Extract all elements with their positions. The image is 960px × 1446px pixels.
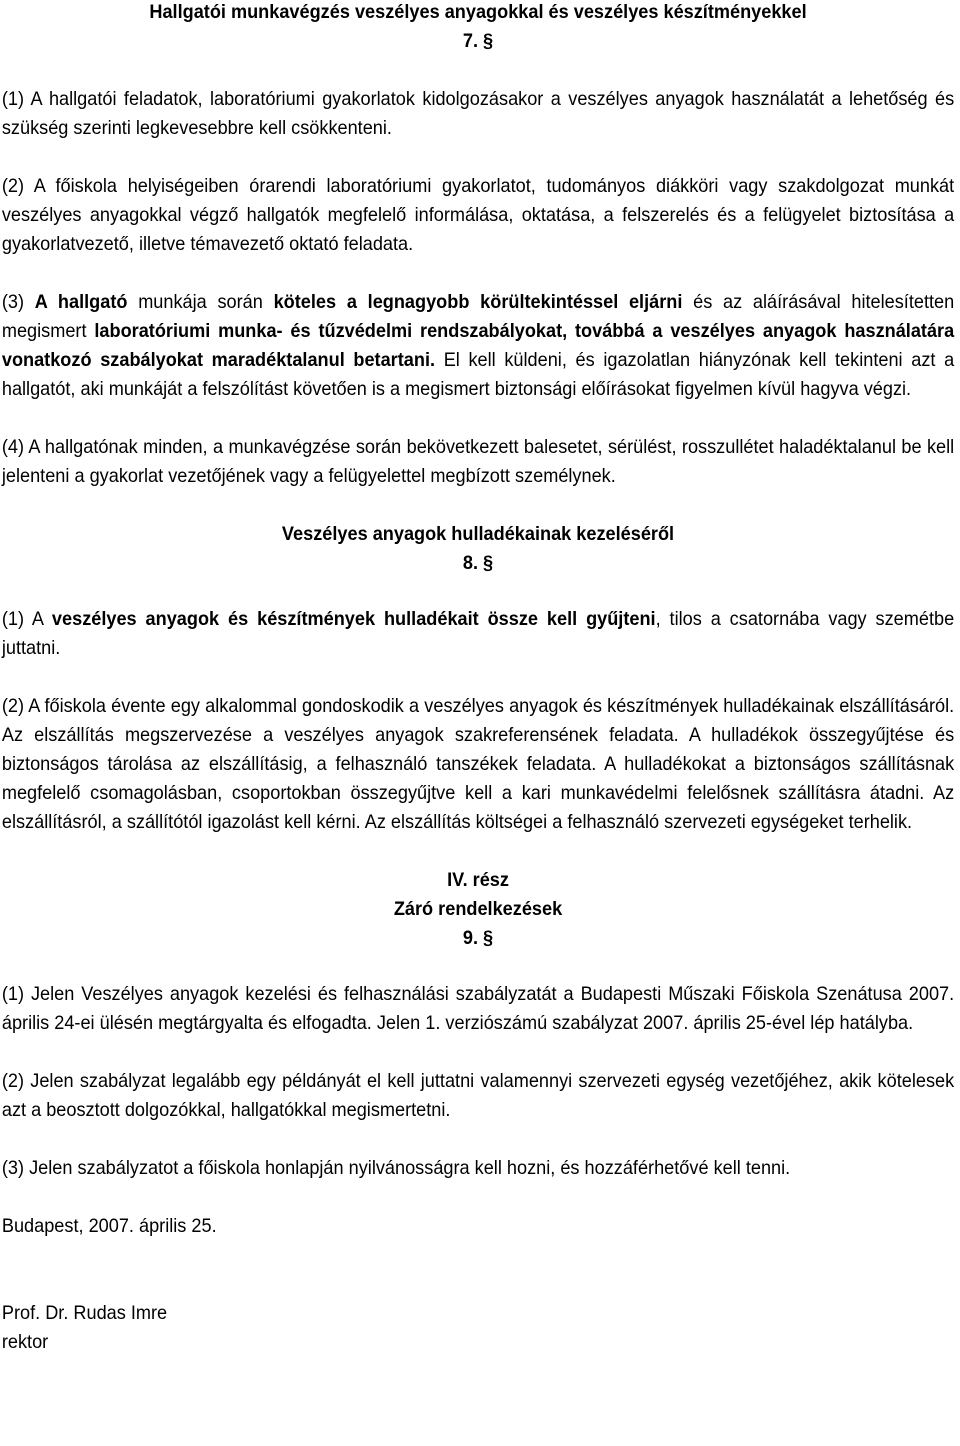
s7-p3-part-g: El kell küldeni, és igazolatlan hiányzónak kell tekinteni azt a hallgatót, aki munkáját a felszólítást követően is a megismert biztonsági előírásokat figyelmen kívül hagyva végzi. [1, 349, 955, 400]
s7-p3-part-b: A hallgató [34, 291, 128, 313]
s8-paragraph-2: (2) A főiskola évente egy alkalommal gondoskodik a veszélyes anyagok és készítmények hulladékainak elszállításáról. Az elszállítás megszervezése a veszélyes anyagok szakreferensének feladata. A hulladékok összegyűjtése és biztonságos tárolása az elszállításig, a felhasználó tanszékek feladata. A hulladékokat a biztonságos szállításnak megfelelő csomagolásban, csoportokban összegyűjtve kell a kari munkavédelmi felelősnek szállításra átadni. Az elszállításról, a szállítótól igazolást kell kérni. Az elszállítás költségei a felhasználó szervezeti egységeket terhelik. [1, 695, 955, 833]
section-8-heading: Veszélyes anyagok hulladékainak kezeléséről [281, 523, 675, 545]
s8-p1-part-a: (1) A [1, 608, 52, 630]
signer-role: rektor [1, 1331, 49, 1353]
section-8-number: 8. § [462, 552, 494, 574]
s9-paragraph-2: (2) Jelen szabályzat legalább egy példányát el kell juttatni valamennyi szervezeti egység vezetőjéhez, akik kötelesek azt a beosztott dolgozókkal, hallgatókkal megismertetni. [1, 1070, 955, 1121]
signer-name: Prof. Dr. Rudas Imre [1, 1302, 168, 1324]
s9-paragraph-3: (3) Jelen szabályzatot a főiskola honlapján nyilvánosságra kell hozni, és hozzáférhetővé kell tenni. [1, 1157, 791, 1179]
s7-p3-part-d: köteles a legnagyobb körültekintéssel eljárni [273, 291, 683, 313]
section-9-number: 9. § [462, 927, 494, 949]
s7-paragraph-2: (2) A főiskola helyiségeiben órarendi laboratóriumi gyakorlatot, tudományos diákköri vagy szakdolgozat munkát veszélyes anyagokkal végző hallgatók megfelelő informálása, oktatása, a felszerelés és a felügyelet biztosítása a gyakorlatvezető, illetve témavezető oktató feladata. [1, 175, 955, 255]
s7-p3-part-c: munkája során [127, 291, 274, 313]
s7-p3-part-e: és az aláírásával hitelesítetten megismert [1, 291, 955, 342]
s7-p3-part-f: laboratóriumi munka- és tűzvédelmi rendszabályokat, továbbá a veszélyes anyagok használatára vonatkozó szabályokat maradéktalanul betartani. [1, 320, 955, 371]
s7-p3-part-a: (3) [1, 291, 35, 313]
part-4-heading: Záró rendelkezések [393, 898, 563, 920]
s7-paragraph-4: (4) A hallgatónak minden, a munkavégzése során bekövetkezett balesetet, sérülést, rosszullétet haladéktalanul be kell jelenteni a gyakorlat vezetőjének vagy a felügyelettel megbízott személynek. [1, 436, 955, 487]
document-title: Hallgatói munkavégzés veszélyes anyagokkal és veszélyes készítményekkel [149, 1, 807, 23]
place-and-date: Budapest, 2007. április 25. [1, 1215, 217, 1237]
s8-paragraph-1 [2, 605, 954, 663]
part-4-label: IV. rész [447, 869, 509, 891]
s7-paragraph-1: (1) A hallgatói feladatok, laboratóriumi gyakorlatok kidolgozásakor a veszélyes anyagok használatát a lehetőség és szükség szerinti legkevesebbre kell csökkenteni. [1, 88, 955, 139]
s7-paragraph-3 [2, 288, 954, 404]
s8-p1-part-c: , tilos a csatornába vagy szemétbe juttatni. [1, 608, 955, 659]
s9-paragraph-1: (1) Jelen Veszélyes anyagok kezelési és felhasználási szabályzatát a Budapesti Műszaki Főiskola Szenátusa 2007. április 24-ei ülésén megtárgyalta és elfogadta. Jelen 1. verziószámú szabályzat 2007. április 25-ével lép hatályba. [1, 983, 955, 1034]
s8-p1-part-b: veszélyes anyagok és készítmények hulladékait össze kell gyűjteni [51, 608, 656, 630]
section-7-number: 7. § [462, 30, 494, 52]
